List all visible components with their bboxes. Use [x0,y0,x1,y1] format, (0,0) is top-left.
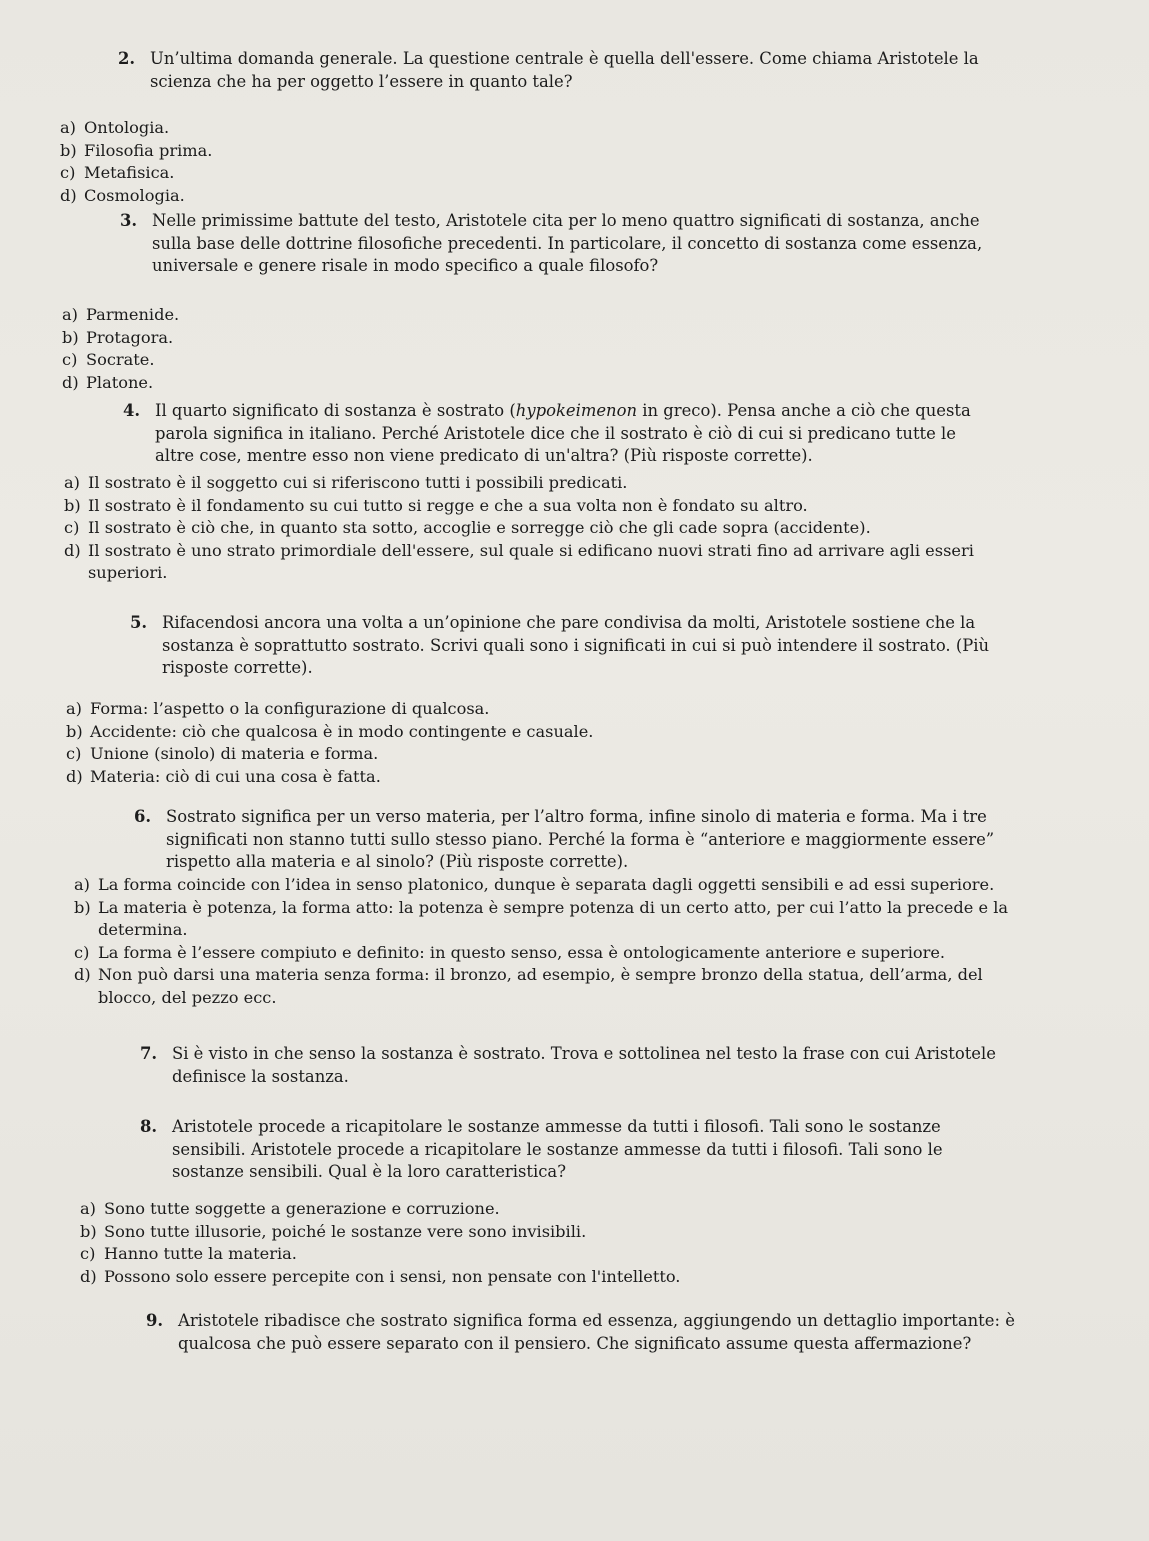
option-text: Il sostrato è il fondamento su cui tutto si regge e che a sua volta non è fondato su altro. [88,495,808,515]
option-letter: b) [60,140,77,160]
option-letter: c) [62,350,78,370]
options-q3 [62,304,962,394]
option-text: Non può darsi una materia senza forma: il bronzo, ad esempio, è sempre bronzo della statua, dell’arma, del blocco, del pezzo ecc. [98,965,983,1007]
question-text: Si è visto in che senso la sostanza è sostrato. Trova e sottolinea nel testo la frase con cui Aristotele definisce la sostanza. [172,1044,996,1086]
option-b [74,897,1024,942]
option-a [74,874,1024,897]
option-d [64,540,1014,585]
option-a [62,304,962,327]
option-c [66,743,1006,766]
question-text: Rifacendosi ancora una volta a un’opinione che pare condivisa da molti, Aristotele sostiene che la sostanza è soprattutto sostrato. Scrivi quali sono i significati in cui si può intendere il sostrato. (Più risposte corrette). [162,613,990,678]
option-b [66,721,1006,744]
option-letter: b) [62,327,79,347]
options-q4 [64,472,1014,585]
option-c [62,349,962,372]
question-number: 7. [140,1044,158,1063]
option-letter: c) [74,942,90,962]
option-d [60,185,960,208]
question-number: 6. [134,807,152,826]
question-number: 8. [140,1117,158,1136]
option-letter: d) [66,766,83,786]
option-a [80,1198,1020,1221]
option-text: Forma: l’aspetto o la configurazione di qualcosa. [90,699,490,718]
option-text: La forma è l’essere compiuto e definito: in questo senso, essa è ontologicamente anteriore e superiore. [98,942,946,962]
option-letter: d) [62,372,79,392]
option-letter: c) [64,518,80,538]
option-b [64,495,1014,518]
options-q6 [74,874,1024,1010]
options-q8 [80,1198,1020,1288]
option-letter: b) [74,897,91,917]
option-text: Ontologia. [84,118,170,137]
option-c [80,1243,1020,1266]
option-text: Sono tutte soggette a generazione e corruzione. [104,1199,500,1218]
options-q5 [66,698,1006,788]
question-2 [118,48,1000,93]
option-a [66,698,1006,721]
question-6 [134,806,1016,874]
question-5 [130,612,1012,680]
option-text: Il sostrato è il soggetto cui si riferiscono tutti i possibili predicati. [88,473,628,492]
option-letter: b) [66,721,83,741]
option-d [62,372,962,395]
option-letter: d) [74,965,91,985]
options-q2 [60,117,960,207]
option-text: La forma coincide con l’idea in senso platonico, dunque è separata dagli oggetti sensibili e ad essi superiore. [98,875,995,894]
option-letter: b) [80,1221,97,1241]
option-letter: c) [66,744,82,764]
question-text-part: Il quarto significato di sostanza è sostrato ( [155,401,516,420]
greek-term: hypokeimenon [515,401,638,420]
option-text: Materia: ciò di cui una cosa è fatta. [90,766,381,786]
question-number: 4. [123,401,141,420]
question-number: 3. [120,211,138,230]
option-letter: c) [80,1244,96,1264]
question-9 [146,1310,1038,1355]
option-letter: a) [80,1199,96,1218]
question-number: 2. [118,49,136,68]
question-text: Aristotele procede a ricapitolare le sostanze ammesse da tutti i filosofi. Tali sono le sostanze sensibili. Aristotele procede a ricapitolare le sostanze ammesse da tutti i filosofi. Tali sono le sostanze sensibili. Qual è la loro caratteristica? [172,1117,943,1182]
option-text: Unione (sinolo) di materia e forma. [90,744,379,764]
option-letter: c) [60,163,76,183]
option-text: La materia è potenza, la forma atto: la potenza è sempre potenza di un certo atto, per cui l’atto la precede e la determina. [98,897,1009,940]
option-text: Possono solo essere percepite con i sensi, non pensate con l'intelletto. [104,1266,681,1286]
question-text-part: in greco). Pensa anche a ciò che questa parola significa in italiano. Perché Aristotele dice che il sostrato è ciò di cui si predicano tutte le altre cose, mentre esso non viene predicato di un'altra? (Più risposte corrette). [155,401,971,466]
question-text [155,400,995,468]
option-text: Hanno tutte la materia. [104,1244,297,1264]
question-number: 5. [130,613,148,632]
option-letter: a) [60,118,76,137]
option-c [64,517,1014,540]
option-text: Cosmologia. [84,185,185,205]
option-text: Filosofia prima. [84,140,213,160]
option-d [66,766,1006,789]
option-d [80,1266,1020,1289]
option-c [74,942,1024,965]
option-text: Il sostrato è uno strato primordiale dell'essere, sul quale si edificano nuovi strati fino ad arrivare agli esseri superiori. [88,540,974,583]
question-text: Nelle primissime battute del testo, Aristotele cita per lo meno quattro significati di sostanza, anche sulla base delle dottrine filosofiche precedenti. In particolare, il concetto di sostanza come essenza, universale e genere risale in modo specifico a quale filosofo? [152,211,983,276]
option-text: Metafisica. [84,163,175,183]
option-d [74,964,1024,1009]
option-b [60,140,960,163]
question-7 [140,1043,1022,1088]
option-letter: a) [62,305,78,324]
option-text: Accidente: ciò che qualcosa è in modo contingente e casuale. [90,721,594,741]
option-letter: d) [60,185,77,205]
option-text: Platone. [86,372,154,392]
option-text: Socrate. [86,350,155,370]
option-b [62,327,962,350]
question-8 [140,1116,1002,1184]
question-3 [120,210,1002,278]
option-letter: a) [66,699,82,718]
option-letter: d) [64,540,81,560]
option-b [80,1221,1020,1244]
option-letter: a) [74,875,90,894]
question-text: Aristotele ribadisce che sostrato significa forma ed essenza, aggiungendo un dettaglio importante: è qualcosa che può essere separato con il pensiero. Che significato assume questa affermazione? [178,1311,1015,1353]
option-a [64,472,1014,495]
question-number: 9. [146,1311,164,1330]
question-text: Un’ultima domanda generale. La questione centrale è quella dell'essere. Come chiama Aristotele la scienza che ha per oggetto l’essere in quanto tale? [150,49,979,91]
option-text: Parmenide. [86,305,180,324]
option-a [60,117,960,140]
option-letter: d) [80,1266,97,1286]
question-4 [123,400,995,468]
option-letter: a) [64,473,80,492]
question-text: Sostrato significa per un verso materia, per l’altro forma, infine sinolo di materia e forma. Ma i tre significati non stanno tutti sullo stesso piano. Perché la forma è “anteriore e maggiormente essere” rispetto alla materia e al sinolo? (Più risposte corrette). [166,807,995,872]
option-letter: b) [64,495,81,515]
option-c [60,162,960,185]
option-text: Sono tutte illusorie, poiché le sostanze vere sono invisibili. [104,1221,587,1241]
option-text: Il sostrato è ciò che, in quanto sta sotto, accoglie e sorregge ciò che gli cade sopra (accidente). [88,518,871,538]
option-text: Protagora. [86,327,174,347]
